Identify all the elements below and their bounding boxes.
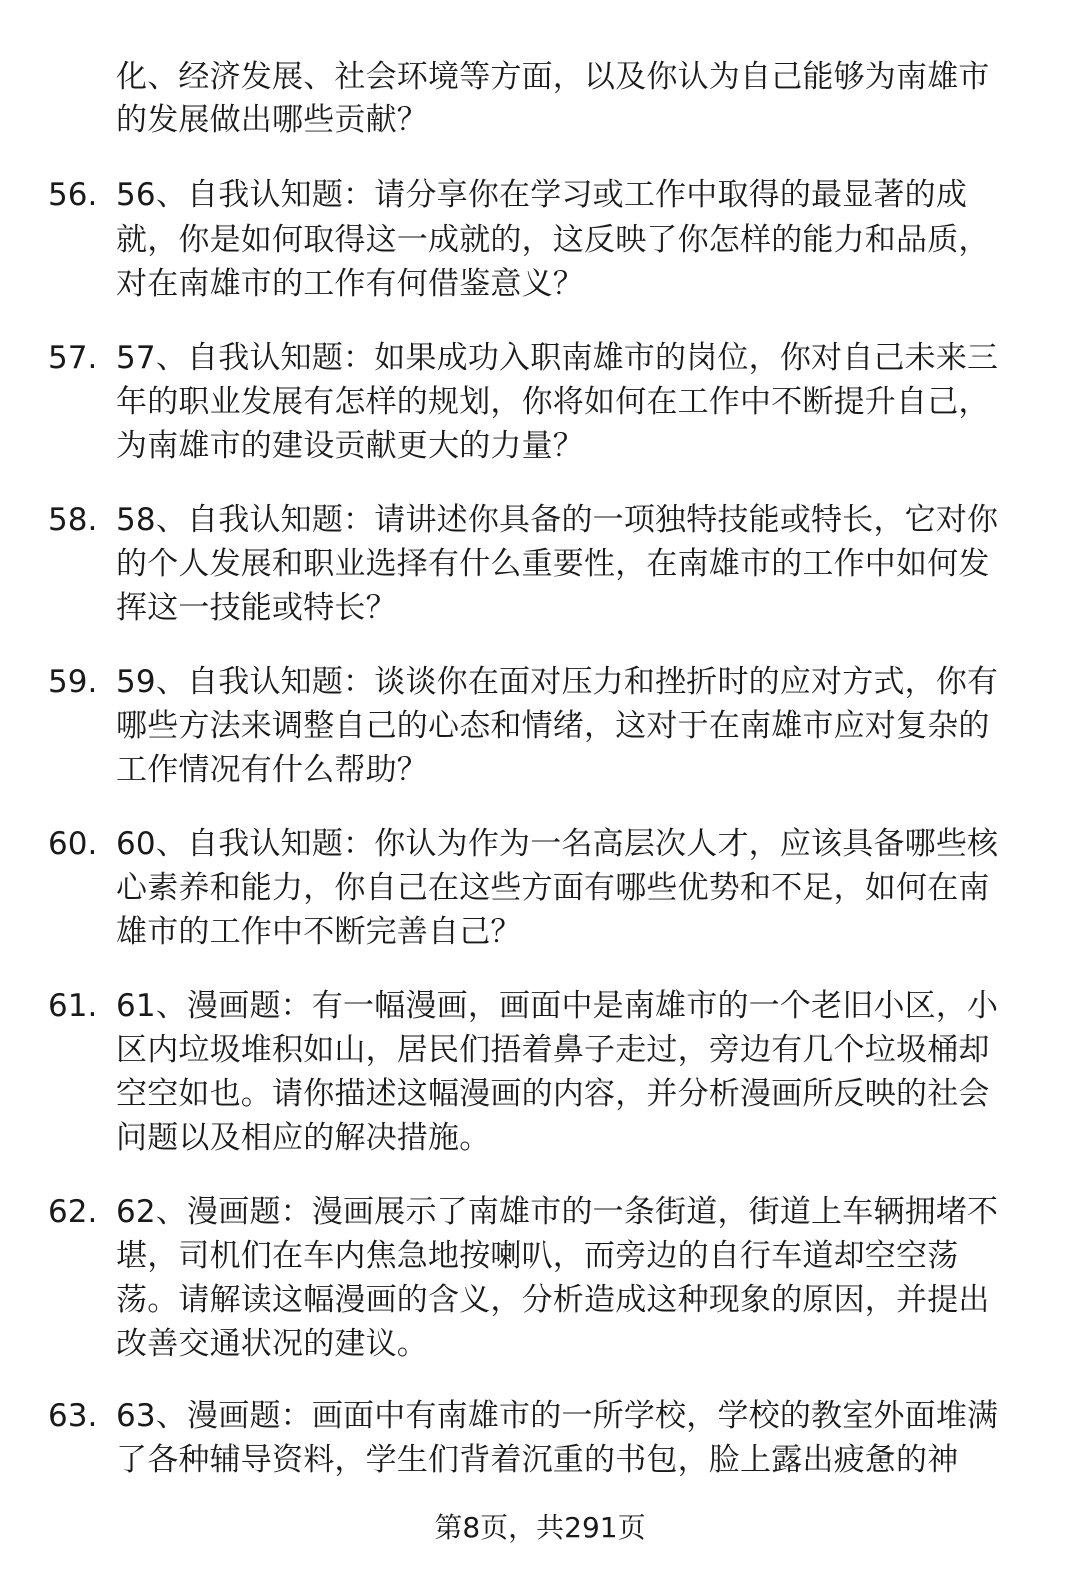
item-61-line-1: 61、漫画题：有一幅漫画，画面中是南雄市的一个老旧小区，小	[116, 988, 999, 1024]
item-58-line-1: 58、自我认知题：请讲述你具备的一项独特技能或特长，它对你	[116, 502, 999, 538]
item-61-line-2: 区内垃圾堆积如山，居民们捂着鼻子走过，旁边有几个垃圾桶却	[116, 1032, 990, 1068]
intro-line-2: 的发展做出哪些贡献？	[116, 102, 428, 138]
item-56-number: 56.	[48, 177, 98, 213]
item-63-line-1: 63、漫画题：画面中有南雄市的一所学校，学校的教室外面堆满	[116, 1398, 999, 1434]
item-62-line-3: 荡。请解读这幅漫画的含义，分析造成这种现象的原因，并提出	[116, 1282, 990, 1318]
item-61-line-3: 空空如也。请你描述这幅漫画的内容，并分析漫画所反映的社会	[116, 1076, 990, 1112]
item-57-line-3: 为南雄市的建设贡献更大的力量？	[116, 428, 584, 464]
item-63-line-2: 了各种辅导资料，学生们背着沉重的书包，脸上露出疲惫的神	[116, 1442, 959, 1478]
item-61-line-4: 问题以及相应的解决措施。	[116, 1120, 491, 1156]
item-57-line-2: 年的职业发展有怎样的规划，你将如何在工作中不断提升自己，	[116, 384, 990, 420]
item-60-number: 60.	[48, 826, 98, 862]
item-63-number: 63.	[48, 1398, 98, 1434]
item-59-number: 59.	[48, 664, 98, 700]
item-62-line-1: 62、漫画题：漫画展示了南雄市的一条街道，街道上车辆拥堵不	[116, 1194, 999, 1230]
item-62-number: 62.	[48, 1194, 98, 1230]
page-footer: 第8页，共291页	[434, 1511, 646, 1544]
item-59-line-3: 工作情况有什么帮助？	[116, 752, 428, 788]
item-58-line-3: 挥这一技能或特长？	[116, 590, 397, 626]
intro-line-1: 化、经济发展、社会环境等方面，以及你认为自己能够为南雄市	[116, 59, 990, 95]
item-61-number: 61.	[48, 988, 98, 1024]
item-56-line-2: 就，你是如何取得这一成就的，这反映了你怎样的能力和品质，	[116, 222, 990, 258]
item-56-line-3: 对在南雄市的工作有何借鉴意义？	[116, 266, 584, 302]
item-57-number: 57.	[48, 340, 98, 376]
item-60-line-3: 雄市的工作中不断完善自己？	[116, 914, 522, 950]
item-59-line-1: 59、自我认知题：谈谈你在面对压力和挫折时的应对方式，你有	[116, 664, 999, 700]
item-62-line-4: 改善交通状况的建议。	[116, 1326, 428, 1362]
item-57-line-1: 57、自我认知题：如果成功入职南雄市的岗位，你对自己未来三	[116, 340, 999, 376]
item-60-line-2: 心素养和能力，你自己在这些方面有哪些优势和不足，如何在南	[116, 870, 990, 906]
item-56-line-1: 56、自我认知题：请分享你在学习或工作中取得的最显著的成	[116, 177, 968, 213]
item-59-line-2: 哪些方法来调整自己的心态和情绪，这对于在南雄市应对复杂的	[116, 708, 990, 744]
item-60-line-1: 60、自我认知题：你认为作为一名高层次人才，应该具备哪些核	[116, 826, 999, 862]
item-58-line-2: 的个人发展和职业选择有什么重要性，在南雄市的工作中如何发	[116, 546, 990, 582]
item-62-line-2: 堪，司机们在车内焦急地按喇叭，而旁边的自行车道却空空荡	[116, 1238, 959, 1274]
item-58-number: 58.	[48, 502, 98, 538]
